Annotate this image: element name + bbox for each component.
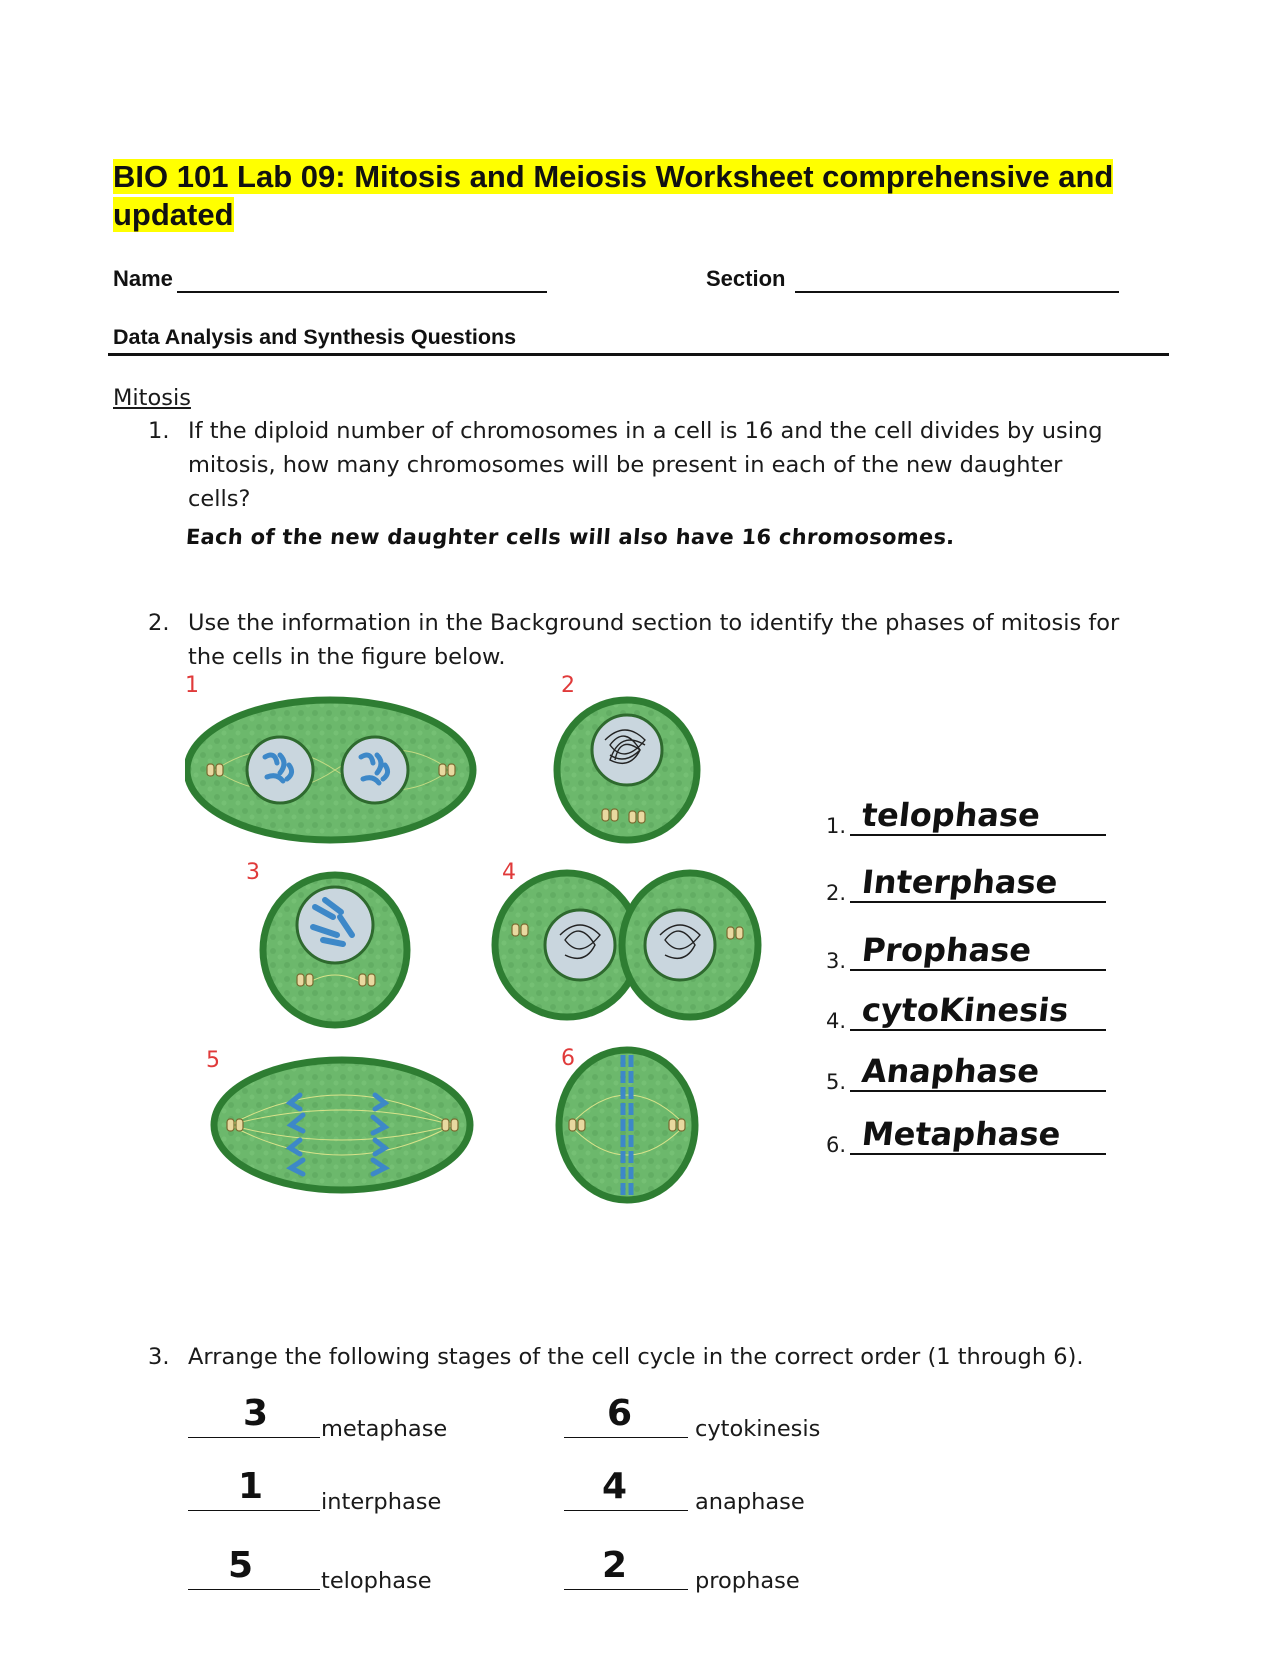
order-value: 4 <box>602 1466 628 1507</box>
cell-6 <box>559 1050 695 1200</box>
answer-line[interactable] <box>850 1090 1106 1092</box>
phase-answer-4 <box>826 991 1106 1035</box>
phase-answer-number: 6. <box>826 1133 847 1157</box>
order-blank[interactable] <box>188 1437 320 1438</box>
cell-number-1: 1 <box>185 673 199 698</box>
cell-2 <box>557 700 697 840</box>
order-value: 6 <box>607 1393 633 1434</box>
phase-answer-text: Anaphase <box>860 1052 1042 1090</box>
answer-line[interactable] <box>850 969 1106 971</box>
q1-text: If the diploid number of chromosomes in a cell is 16 and the cell divides by using mitosis, how many chromosomes will be present in each of the new daughter cells? <box>188 418 1103 512</box>
phase-answer-text: Prophase <box>860 931 1034 969</box>
order-blank[interactable] <box>188 1510 320 1511</box>
order-row-prophase <box>564 1545 864 1596</box>
phase-answer-2 <box>826 863 1106 907</box>
phase-answer-text: telophase <box>860 796 1042 834</box>
order-value: 1 <box>238 1466 264 1507</box>
q3-text: Arrange the following stages of the cell cycle in the correct order (1 through 6). <box>188 1344 1084 1370</box>
order-blank[interactable] <box>188 1589 320 1590</box>
order-row-cytokinesis <box>564 1393 864 1444</box>
order-blank[interactable] <box>564 1437 688 1438</box>
order-blank[interactable] <box>564 1510 688 1511</box>
order-stage: metaphase <box>321 1416 448 1442</box>
q3-number: 3. <box>148 1344 170 1370</box>
phase-answer-3 <box>826 931 1106 975</box>
phase-answer-6 <box>826 1115 1106 1159</box>
phase-answer-number: 1. <box>826 814 847 838</box>
order-stage: telophase <box>321 1568 432 1594</box>
mitosis-cells-figure <box>185 673 815 1235</box>
order-blank[interactable] <box>564 1589 688 1590</box>
order-stage: prophase <box>695 1568 800 1594</box>
order-row-telophase <box>188 1545 488 1596</box>
answer-line[interactable] <box>850 1029 1106 1031</box>
worksheet-title <box>113 158 1133 234</box>
answer-line[interactable] <box>850 901 1106 903</box>
order-row-metaphase <box>188 1393 488 1444</box>
cell-3 <box>263 875 407 1025</box>
cell-number-5: 5 <box>206 1048 220 1073</box>
q2-text: Use the information in the Background section to identify the phases of mitosis for the cells in the figure below. <box>188 610 1120 670</box>
title-text: BIO 101 Lab 09: Mitosis and Meiosis Worksheet comprehensive and updated <box>113 159 1114 232</box>
phase-answer-1 <box>826 796 1106 840</box>
phase-answer-5 <box>826 1052 1106 1096</box>
section-heading: Data Analysis and Synthesis Questions <box>113 325 517 349</box>
answer-line[interactable] <box>850 1153 1106 1155</box>
cell-4 <box>495 873 758 1017</box>
order-value: 5 <box>228 1545 254 1586</box>
name-field[interactable] <box>177 291 547 293</box>
q2-number: 2. <box>148 610 170 636</box>
order-stage: anaphase <box>695 1489 805 1515</box>
phase-answer-number: 5. <box>826 1070 847 1094</box>
section-divider <box>108 353 1169 356</box>
cell-1 <box>187 700 473 840</box>
cell-number-6: 6 <box>561 1046 575 1071</box>
phase-answer-number: 3. <box>826 949 847 973</box>
phase-answer-text: Interphase <box>860 863 1060 901</box>
order-stage: interphase <box>321 1489 442 1515</box>
order-stage: cytokinesis <box>695 1416 821 1442</box>
section-field[interactable] <box>795 291 1119 293</box>
cell-number-2: 2 <box>561 673 575 698</box>
phase-answer-number: 2. <box>826 881 847 905</box>
order-value: 2 <box>602 1545 628 1586</box>
name-label: Name <box>113 266 173 291</box>
order-row-interphase <box>188 1466 488 1517</box>
cell-number-3: 3 <box>246 860 260 885</box>
q1-answer: Each of the new daughter cells will also have 16 chromosomes. <box>185 525 956 549</box>
q1-number: 1. <box>148 418 170 444</box>
mitosis-subheading: Mitosis <box>113 385 191 411</box>
answer-line[interactable] <box>850 834 1106 836</box>
order-row-anaphase <box>564 1466 864 1517</box>
phase-answer-text: Metaphase <box>860 1115 1063 1153</box>
order-value: 3 <box>243 1393 269 1434</box>
cell-number-4: 4 <box>502 860 516 885</box>
cell-5 <box>214 1060 470 1190</box>
phase-answer-number: 4. <box>826 1009 847 1033</box>
phase-answer-text: cytoKinesis <box>860 991 1071 1029</box>
section-label: Section <box>706 266 786 291</box>
